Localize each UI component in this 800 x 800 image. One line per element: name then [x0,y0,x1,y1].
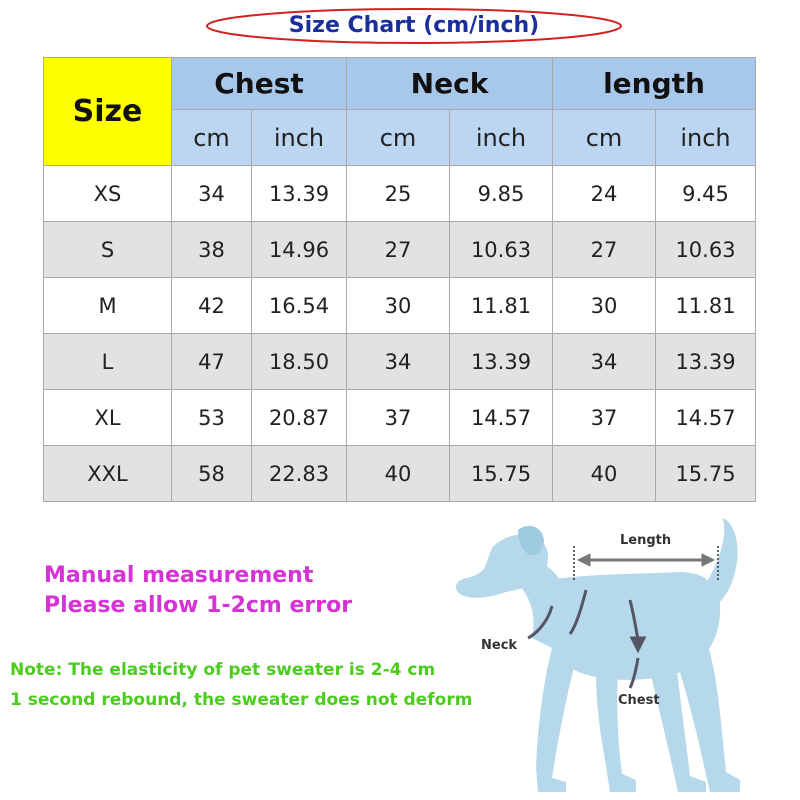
unit-header: cm [172,110,252,166]
neck-inch-cell: 10.63 [450,222,553,278]
length-cm-cell: 40 [553,446,656,502]
table-row [44,446,756,502]
neck-cm-cell: 30 [347,278,450,334]
neck-cm-cell: 27 [347,222,450,278]
length-inch-cell: 10.63 [656,222,756,278]
neck-group-header: Neck [347,58,553,110]
size-column-header: Size [44,58,172,166]
table-row [44,222,756,278]
length-inch-cell: 11.81 [656,278,756,334]
neck-cm-cell: 37 [347,390,450,446]
neck-cm-cell: 34 [347,334,450,390]
length-inch-cell: 14.57 [656,390,756,446]
size-cell: XXL [44,446,172,502]
size-cell: L [44,334,172,390]
neck-inch-cell: 14.57 [450,390,553,446]
chest-cm-cell: 38 [172,222,252,278]
length-cm-cell: 30 [553,278,656,334]
unit-header: inch [656,110,756,166]
chart-title-block [205,6,623,46]
table-row [44,334,756,390]
chest-inch-cell: 22.83 [252,446,347,502]
chest-group-header: Chest [172,58,347,110]
unit-header: cm [553,110,656,166]
length-cm-cell: 37 [553,390,656,446]
neck-inch-cell: 13.39 [450,334,553,390]
length-inch-cell: 15.75 [656,446,756,502]
length-label: Length [620,533,672,548]
size-cell: XS [44,166,172,222]
chest-inch-cell: 18.50 [252,334,347,390]
table-row [44,166,756,222]
length-arrow [578,554,714,566]
neck-inch-cell: 11.81 [450,278,553,334]
unit-header: cm [347,110,450,166]
length-cm-cell: 27 [553,222,656,278]
size-cell: S [44,222,172,278]
elasticity-note: Note: The elasticity of pet sweater is 2-4 cm [10,660,436,680]
chest-inch-cell: 14.96 [252,222,347,278]
chest-inch-cell: 20.87 [252,390,347,446]
chest-inch-cell: 13.39 [252,166,347,222]
chest-cm-cell: 42 [172,278,252,334]
table-group-header-row [44,58,756,110]
manual-measurement-note: Manual measurement [44,563,314,588]
length-group-header: length [553,58,756,110]
chest-cm-cell: 53 [172,390,252,446]
length-inch-cell: 13.39 [656,334,756,390]
table-row [44,390,756,446]
neck-label: Neck [481,638,518,653]
length-cm-cell: 34 [553,334,656,390]
unit-header: inch [252,110,347,166]
neck-inch-cell: 15.75 [450,446,553,502]
measurement-error-note: Please allow 1-2cm error [44,593,353,618]
unit-header: inch [450,110,553,166]
chart-title: Size Chart (cm/inch) [288,13,540,38]
length-inch-cell: 9.45 [656,166,756,222]
chest-cm-cell: 58 [172,446,252,502]
chest-cm-cell: 34 [172,166,252,222]
chest-cm-cell: 47 [172,334,252,390]
neck-inch-cell: 9.85 [450,166,553,222]
neck-cm-cell: 40 [347,446,450,502]
neck-cm-cell: 25 [347,166,450,222]
table-row [44,278,756,334]
chest-label: Chest [618,693,660,708]
size-cell: M [44,278,172,334]
length-cm-cell: 24 [553,166,656,222]
size-cell: XL [44,390,172,446]
size-chart-table [43,57,756,502]
chest-inch-cell: 16.54 [252,278,347,334]
rebound-note: 1 second rebound, the sweater does not deform [10,690,473,710]
